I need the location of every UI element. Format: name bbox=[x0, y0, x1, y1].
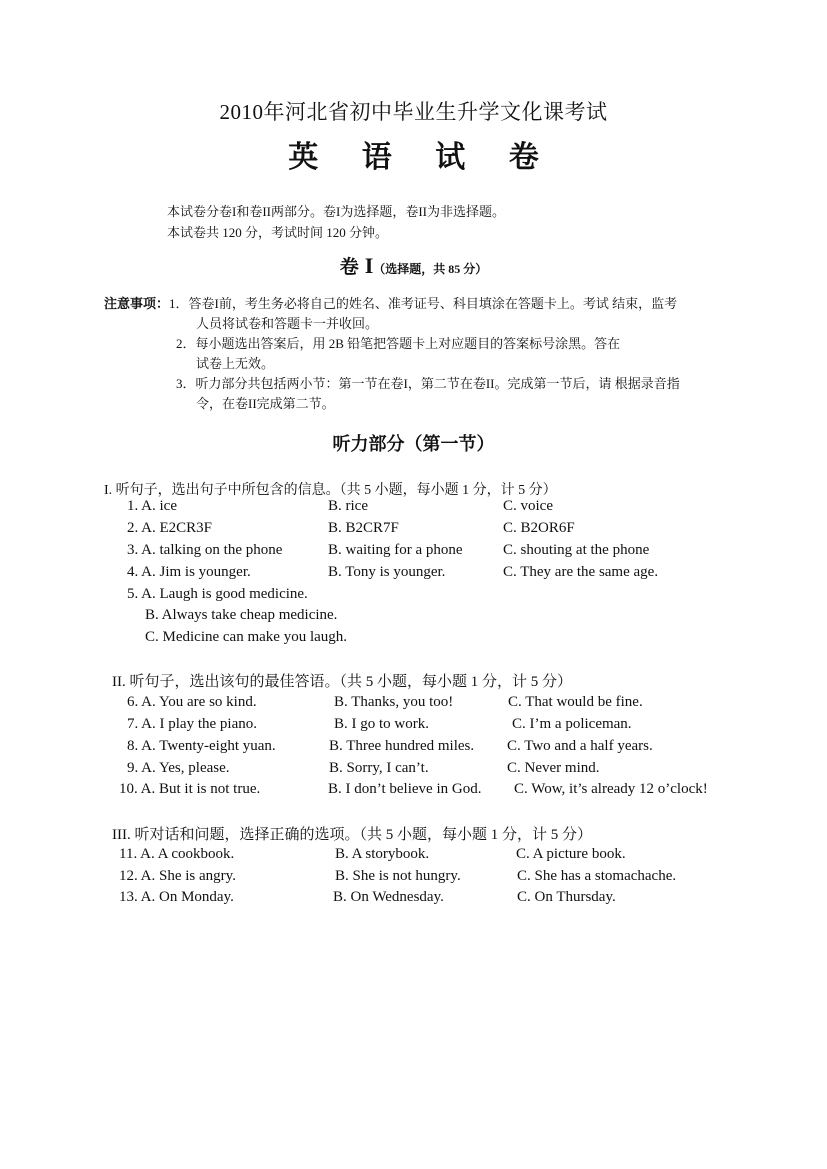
option-c: C. shouting at the phone bbox=[503, 542, 650, 558]
option-a: 8. A. Twenty-eight yuan. bbox=[127, 738, 276, 754]
note-line: 听力部分共包括两小节：第一节在卷I，第二节在卷II。完成第一节后，请 根据录音指 bbox=[195, 376, 680, 391]
notes-block bbox=[104, 294, 764, 414]
intro-line-2: 本试卷共 120 分，考试时间 120 分钟。 bbox=[167, 225, 389, 240]
exam-title: 2010年河北省初中毕业生升学文化课考试 bbox=[219, 100, 608, 124]
option-b: B. On Wednesday. bbox=[333, 889, 444, 905]
option-b: B. She is not hungry. bbox=[335, 868, 461, 884]
note-line-continued: 试卷上无效。 bbox=[196, 356, 275, 371]
note-number: 2． bbox=[176, 336, 196, 351]
option-c: C. Wow, it’s already 12 o’clock! bbox=[514, 781, 708, 797]
option-a: 11. A. A cookbook. bbox=[119, 846, 235, 862]
option-c: C. They are the same age. bbox=[503, 564, 659, 580]
option-c: C. B2OR6F bbox=[503, 520, 575, 536]
option-b: B. B2CR7F bbox=[328, 520, 399, 536]
volume-detail: （选择题，共 85 分） bbox=[373, 262, 488, 276]
option-c: C. On Thursday. bbox=[517, 889, 616, 905]
option-c: C. Never mind. bbox=[507, 760, 600, 776]
option-b: B. I go to work. bbox=[334, 716, 429, 732]
option-a: 1. A. ice bbox=[127, 498, 177, 514]
option-b: B. Sorry, I can’t. bbox=[329, 760, 429, 776]
listening-section-title: 听力部分（第一节） bbox=[332, 434, 495, 454]
volume-label: 卷 bbox=[339, 257, 359, 278]
note-line-continued: 人员将试卷和答题卡一并收回。 bbox=[196, 316, 379, 331]
option-b: B. Three hundred miles. bbox=[329, 738, 475, 754]
question-5-a: 5. A. Laugh is good medicine. bbox=[127, 586, 308, 602]
note-item bbox=[104, 374, 764, 394]
option-a: 4. A. Jim is younger. bbox=[127, 564, 251, 580]
intro-line-1: 本试卷分卷I和卷II两部分。卷I为选择题，卷II为非选择题。 bbox=[167, 204, 505, 219]
option-c: C. voice bbox=[503, 498, 553, 514]
option-b: B. A storybook. bbox=[335, 846, 430, 862]
option-c: C. She has a stomachache. bbox=[517, 868, 677, 884]
option-b: B. Thanks, you too! bbox=[334, 694, 454, 710]
note-item bbox=[104, 334, 764, 354]
option-a: 12. A. She is angry. bbox=[119, 868, 236, 884]
question-5-c: C. Medicine can make you laugh. bbox=[145, 629, 348, 645]
note-number: 1． bbox=[169, 296, 189, 311]
section-3-heading: III. 听对话和问题，选择正确的选项。（共 5 小题，每小题 1 分，计 5 分） bbox=[112, 827, 592, 843]
section-1-heading: I. 听句子，选出句子中所包含的信息。（共 5 小题，每小题 1 分，计 5 分） bbox=[104, 483, 557, 498]
option-a: 7. A. I play the piano. bbox=[127, 716, 257, 732]
note-item bbox=[104, 294, 764, 314]
option-a: 3. A. talking on the phone bbox=[127, 542, 283, 558]
option-b: B. rice bbox=[328, 498, 368, 514]
option-c: C. A picture book. bbox=[516, 846, 626, 862]
note-line: 答卷I前，考生务必将自己的姓名、准考证号、科目填涂在答题卡上。考试 结束，监考 bbox=[188, 296, 678, 311]
note-number: 3． bbox=[176, 376, 196, 391]
option-a: 9. A. Yes, please. bbox=[127, 760, 230, 776]
option-c: C. Two and a half years. bbox=[507, 738, 653, 754]
notes-label: 注意事项： bbox=[104, 296, 170, 311]
section-2-heading: II. 听句子，选出该句的最佳答语。（共 5 小题，每小题 1 分，计 5 分） bbox=[112, 674, 572, 690]
note-line-continued: 令，在卷II完成第二节。 bbox=[196, 396, 335, 411]
question-5-b: B. Always take cheap medicine. bbox=[145, 607, 338, 623]
option-b: B. waiting for a phone bbox=[328, 542, 463, 558]
note-line: 每小题选出答案后，用 2B 铅笔把答题卡上对应题目的答案标号涂黑。答在 bbox=[195, 336, 621, 351]
volume-title bbox=[0, 252, 827, 279]
option-c: C. That would be fine. bbox=[508, 694, 643, 710]
option-b: B. Tony is younger. bbox=[328, 564, 446, 580]
exam-subtitle: 英 语 试 卷 bbox=[288, 141, 557, 174]
option-a: 10. A. But it is not true. bbox=[119, 781, 261, 797]
option-b: B. I don’t believe in God. bbox=[328, 781, 482, 797]
option-a: 13. A. On Monday. bbox=[119, 889, 234, 905]
option-c: C. I’m a policeman. bbox=[512, 716, 632, 732]
option-a: 6. A. You are so kind. bbox=[127, 694, 257, 710]
option-a: 2. A. E2CR3F bbox=[127, 520, 213, 536]
volume-roman: I bbox=[364, 253, 374, 278]
